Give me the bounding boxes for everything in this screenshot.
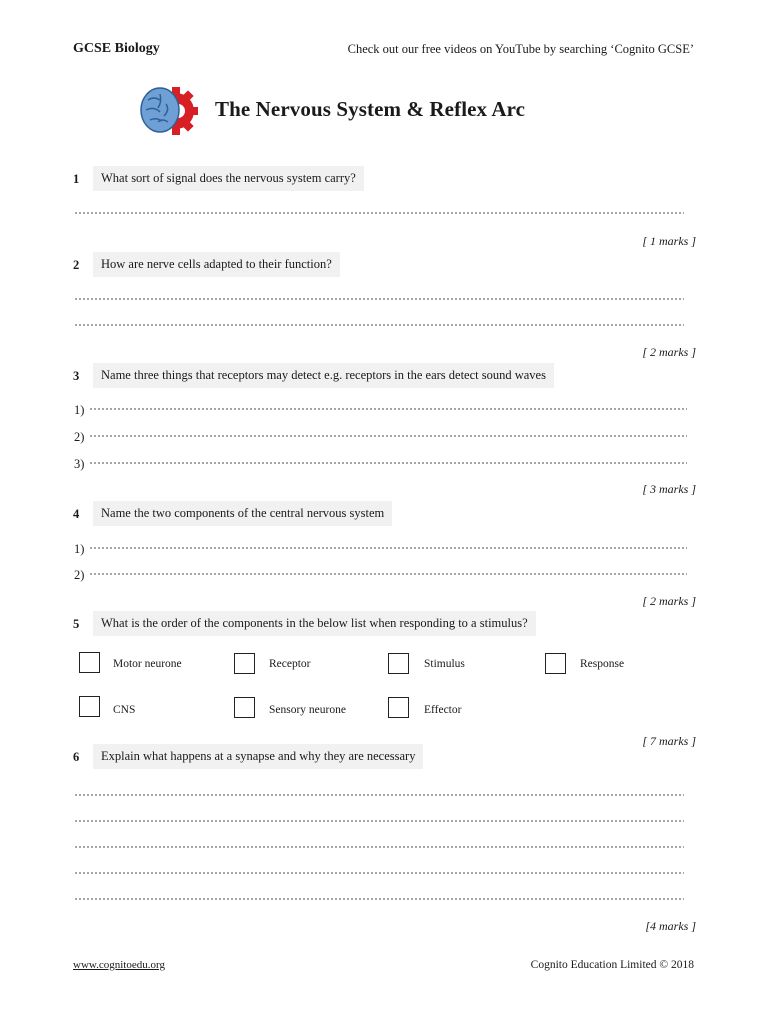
- promo-text: Check out our free videos on YouTube by searching ‘Cognito GCSE’: [347, 42, 694, 56]
- marks-label: [ 7 marks ]: [642, 734, 696, 748]
- question-number: 1: [73, 172, 80, 186]
- answer-line-label: 1): [74, 403, 85, 417]
- marks-label: [ 2 marks ]: [642, 345, 696, 359]
- answer-line[interactable]: [74, 842, 684, 852]
- answer-line-label: 2): [74, 568, 85, 582]
- question-text: What is the order of the components in the below list when responding to a stimulus?: [93, 611, 536, 636]
- option-label: Receptor: [269, 658, 311, 670]
- option-label: Sensory neurone: [269, 704, 346, 716]
- question-text: How are nerve cells adapted to their function?: [93, 252, 340, 277]
- option-label: Effector: [424, 704, 462, 716]
- checkbox-effector[interactable]: [388, 697, 409, 718]
- option-label: Stimulus: [424, 658, 465, 670]
- answer-line[interactable]: [74, 208, 684, 218]
- answer-line-label: 2): [74, 430, 85, 444]
- page-title: The Nervous System & Reflex Arc: [215, 97, 526, 121]
- answer-line[interactable]: [89, 543, 687, 553]
- question-text: Explain what happens at a synapse and why they are necessary: [93, 744, 423, 769]
- marks-label: [ 1 marks ]: [642, 234, 696, 248]
- brain-gear-logo-icon: [138, 82, 200, 140]
- answer-line[interactable]: [89, 458, 687, 468]
- subject-label: GCSE Biology: [73, 41, 160, 56]
- answer-line[interactable]: [89, 431, 687, 441]
- checkbox-motor-neurone[interactable]: [79, 652, 100, 673]
- answer-line[interactable]: [89, 404, 687, 414]
- answer-line[interactable]: [89, 569, 687, 579]
- answer-line[interactable]: [74, 868, 684, 878]
- option-label: CNS: [113, 704, 136, 716]
- question-text: What sort of signal does the nervous system carry?: [93, 166, 364, 191]
- option-label: Response: [580, 658, 625, 670]
- question-number: 6: [73, 750, 80, 764]
- question-number: 4: [73, 507, 80, 521]
- checkbox-cns[interactable]: [79, 696, 100, 717]
- marks-label: [ 2 marks ]: [642, 594, 696, 608]
- question-text: Name three things that receptors may detect e.g. receptors in the ears detect sound waves: [93, 363, 554, 388]
- question-number: 2: [73, 258, 80, 272]
- answer-line-label: 1): [74, 542, 85, 556]
- checkbox-sensory-neurone[interactable]: [234, 697, 255, 718]
- answer-line[interactable]: [74, 320, 684, 330]
- answer-line[interactable]: [74, 294, 684, 304]
- question-number: 5: [73, 617, 80, 631]
- question-number: 3: [73, 369, 80, 383]
- marks-label: [4 marks ]: [645, 919, 696, 933]
- answer-line[interactable]: [74, 894, 684, 904]
- answer-line-label: 3): [74, 457, 85, 471]
- website-link[interactable]: www.cognitoedu.org: [73, 959, 165, 971]
- option-label: Motor neurone: [113, 658, 182, 670]
- marks-label: [ 3 marks ]: [642, 482, 696, 496]
- checkbox-response[interactable]: [545, 653, 566, 674]
- copyright-text: Cognito Education Limited © 2018: [530, 959, 694, 971]
- answer-line[interactable]: [74, 790, 684, 800]
- answer-line[interactable]: [74, 816, 684, 826]
- checkbox-stimulus[interactable]: [388, 653, 409, 674]
- checkbox-receptor[interactable]: [234, 653, 255, 674]
- question-text: Name the two components of the central nervous system: [93, 501, 392, 526]
